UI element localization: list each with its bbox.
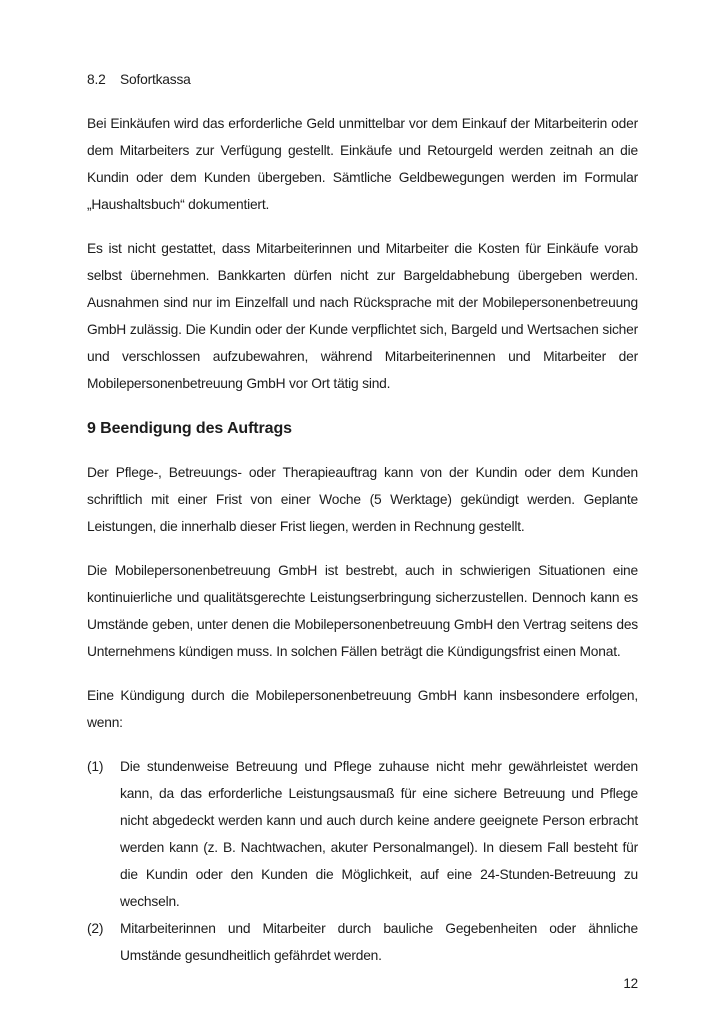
paragraph-termination-reasons-intro: Eine Kündigung durch die Mobilepersonenbetreuung GmbH kann insbesondere erfolgen, wenn:	[87, 688, 638, 730]
paragraph-sofortkassa-2: Es ist nicht gestattet, dass Mitarbeiterinnen und Mitarbeiter die Kosten für Einkäufe vorab selbst übernehmen. Bankkarten dürfen nicht zur Bargeldabhebung übergeben werden. Ausnahmen sind nur im Einzelfall und nach Rücksprache mit der Mobilepersonenbetreuung GmbH zulässig. Die Kundin oder der Kunde verpflichtet sich, Bargeld und Wertsachen sicher und verschlossen aufzubewahren, während Mitarbeiterinennen und Mitarbeiter der Mobilepersonenbetreuung GmbH vor Ort tätig sind.	[87, 241, 638, 391]
paragraph-termination-notice: Der Pflege-, Betreuungs- oder Therapieauftrag kann von der Kundin oder dem Kunden schriftlich mit einer Frist von einer Woche (5 Werktage) gekündigt werden. Geplante Leistungen, die innerhalb dieser Frist liegen, werden in Rechnung gestellt.	[87, 465, 638, 534]
section-title: Sofortkassa	[120, 72, 191, 87]
chapter-heading: 9 Beendigung des Auftrags	[87, 420, 292, 437]
page-number: 12	[623, 976, 638, 991]
paragraph-company-termination: Die Mobilepersonenbetreuung GmbH ist bestrebt, auch in schwierigen Situationen eine kontinuierliche und qualitätsgerechte Leistungserbringung sicherzustellen. Dennoch kann es Umstände geben, unter denen die Mobilepersonenbetreuung GmbH den Vertrag seitens des Unternehmens kündigen muss. In solchen Fällen beträgt die Kündigungsfrist einen Monat.	[87, 563, 638, 659]
list-text-1: Die stundenweise Betreuung und Pflege zuhause nicht mehr gewährleistet werden kann, da das erforderliche Leistungsausmaß für eine sichere Betreuung und Pflege nicht abgedeckt werden kann und auch durch keine andere geeignete Person erbracht werden kann (z. B. Nachtwachen, akuter Personalmangel). In diesem Fall besteht für die Kundin oder den Kunden die Möglichkeit, auf eine 24-Stunden-Betreuung zu wechseln.	[120, 759, 638, 909]
section-heading	[87, 66, 638, 93]
list-item-reason-1	[87, 753, 638, 915]
list-marker-2: (2)	[87, 921, 104, 936]
paragraph-sofortkassa-1: Bei Einkäufen wird das erforderliche Geld unmittelbar vor dem Einkauf der Mitarbeiterin oder dem Mitarbeiters zur Verfügung gestellt. Einkäufe und Retourgeld werden zeitnah an die Kundin oder dem Kunden übergeben. Sämtliche Geldbewegungen werden im Formular „Haushaltsbuch“ dokumentiert.	[87, 116, 638, 212]
list-text-2: Mitarbeiterinnen und Mitarbeiter durch bauliche Gegebenheiten oder ähnliche Umstände gesundheitlich gefährdet werden.	[120, 921, 638, 963]
section-number: 8.2	[87, 72, 106, 87]
termination-reasons-list	[87, 753, 638, 969]
list-item-reason-2	[87, 915, 638, 969]
list-marker-1: (1)	[87, 759, 104, 774]
